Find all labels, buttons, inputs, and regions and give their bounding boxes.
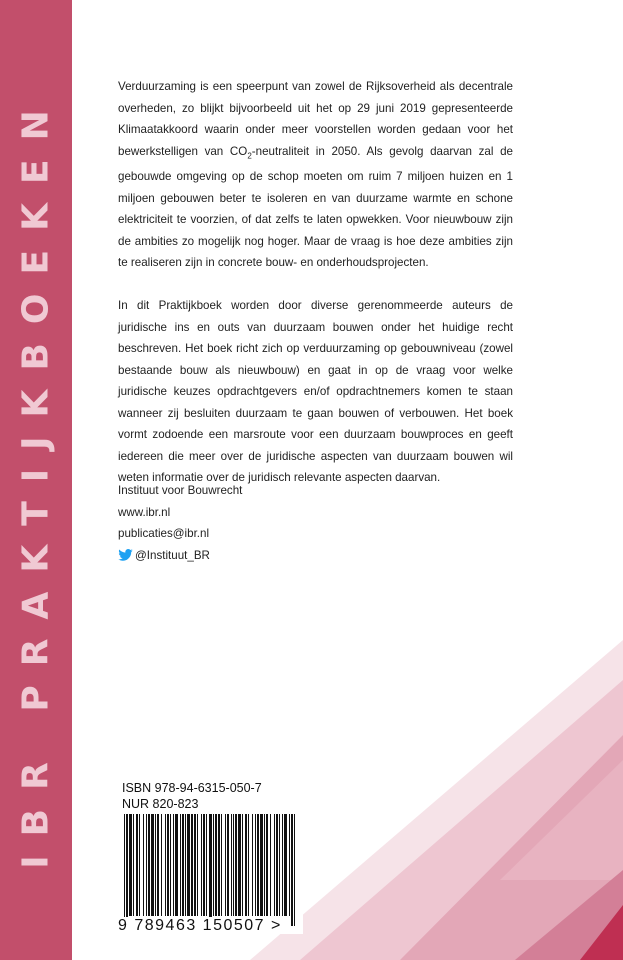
barcode-image [118, 814, 303, 934]
paragraph-2: In dit Praktijkboek worden door diverse gerenommeerde auteurs de juridische ins en outs van duurzaam bouwen onder het huidige recht beschreven. Het boek richt zich op verduurzaming op gebouwniveau (zowel bestaande bouw als nieuwbouw) en gaat in op de vraag voor welke juridische keuzes opdrachtgevers en/of opdrachtnemers komen te staan wanneer zij besluiten duurzaam te gaan bouwen of verbouwen. Het boek vormt zodoende een marsroute voor een duurzaam bouwproces en geeft iedereen die meer over de juridische aspecten van duurzaam bouwen wil weten informatie over de juridisch relevante aspecten daarvan. [118, 299, 513, 485]
isbn-block [122, 780, 262, 812]
paragraph-1-part-b: -neutraliteit in 2050. Als gevolg daarvan zal de gebouwde omgeving op de schop moeten om ruim 7 miljoen huizen en 1 miljoen gebouwen beter te isoleren en van duurzame warmte en schone elektriciteit te voorzien, of dat zelfs te laten opwekken. Voor nieuwbouw zijn de ambities zo mogelijk nog hoger. Maar de vraag is hoe deze ambities zijn te realiseren zijn in concrete bouw- en onderhoudsprojecten. [118, 144, 513, 270]
twitter-bird-icon [118, 549, 133, 561]
isbn-number: ISBN 978-94-6315-050-7 [122, 781, 262, 795]
publisher-name: Instituut voor Bouwrecht [118, 484, 243, 497]
website-link[interactable]: www.ibr.nl [118, 505, 171, 519]
paragraph-1-part-a: Verduurzaming is een speerpunt van zowel de Rijksoverheid als decentrale overheden, zo blijkt bijvoorbeeld uit het op 29 juni 2019 gepresenteerde Klimaatakkoord waarin onder meer voorstellen worden gedaan voor het bewerkstelligen van CO [118, 80, 513, 158]
co2-subscript: 2 [247, 150, 252, 160]
blurb [118, 76, 513, 510]
series-title: IBR PRAKTIJKBOEKEN [15, 91, 57, 869]
barcode-number-text: 9 789463 150507 > [118, 917, 282, 934]
nur-code: NUR 820-823 [122, 797, 199, 811]
email-link[interactable]: publicaties@ibr.nl [118, 527, 210, 540]
twitter-handle-text: @Instituut_BR [135, 548, 210, 562]
paragraph-1 [118, 76, 513, 274]
barcode-number [118, 917, 282, 935]
spine-bar [0, 0, 72, 960]
twitter-handle[interactable] [118, 545, 242, 567]
contact-block [118, 480, 242, 566]
